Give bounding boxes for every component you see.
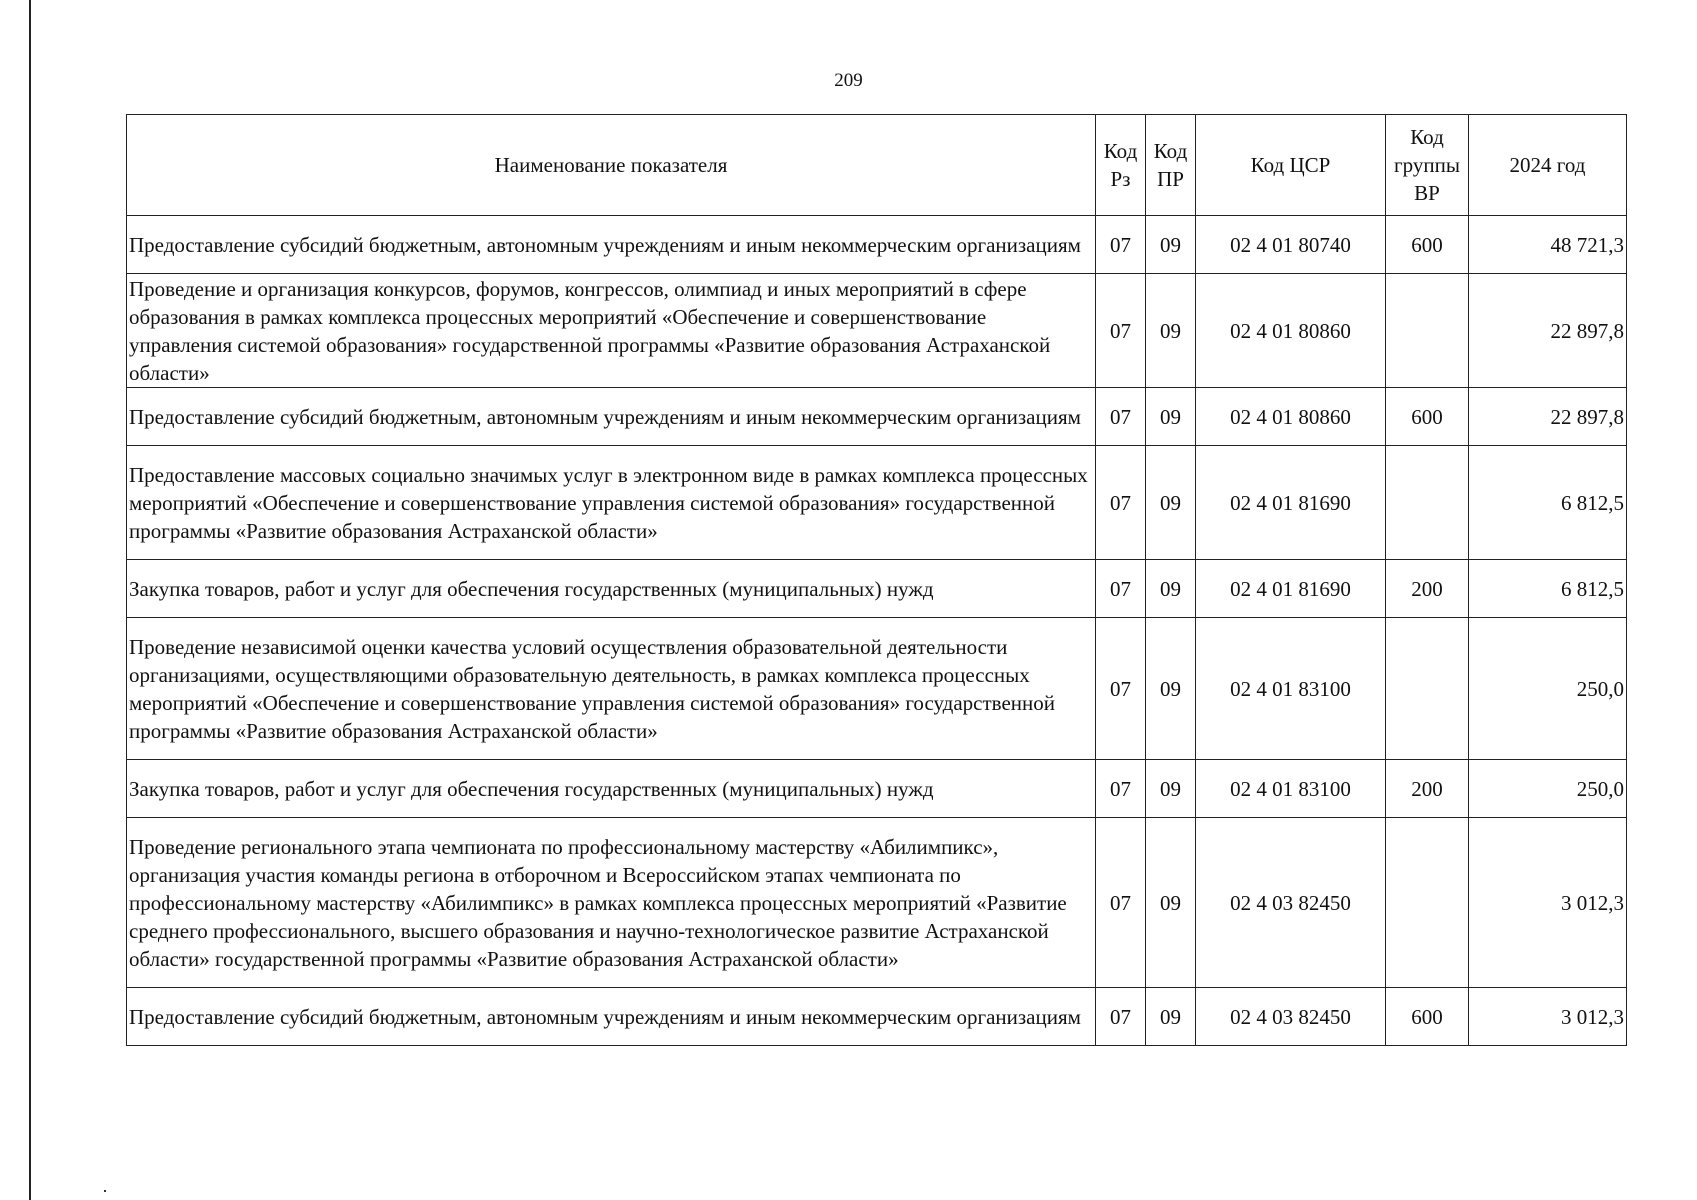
row-pr: 09 — [1146, 560, 1196, 618]
row-rz: 07 — [1096, 216, 1146, 274]
table-row — [127, 388, 1627, 446]
row-name: Предоставление субсидий бюджетным, автономным учреждениям и иным некоммерческим организациям — [127, 988, 1096, 1046]
row-csr: 02 4 03 82450 — [1196, 988, 1386, 1046]
table-row — [127, 216, 1627, 274]
row-rz: 07 — [1096, 274, 1146, 388]
row-vr — [1386, 618, 1469, 760]
row-csr: 02 4 01 81690 — [1196, 446, 1386, 560]
table-row — [127, 446, 1627, 560]
row-rz: 07 — [1096, 560, 1146, 618]
row-rz: 07 — [1096, 388, 1146, 446]
header-pr: Код ПР — [1146, 115, 1196, 216]
row-vr: 200 — [1386, 760, 1469, 818]
row-csr: 02 4 01 81690 — [1196, 560, 1386, 618]
row-name: Закупка товаров, работ и услуг для обеспечения государственных (муниципальных) нужд — [127, 560, 1096, 618]
table-row — [127, 560, 1627, 618]
row-amount: 22 897,8 — [1469, 388, 1627, 446]
row-rz: 07 — [1096, 988, 1146, 1046]
row-vr: 600 — [1386, 988, 1469, 1046]
row-rz: 07 — [1096, 618, 1146, 760]
row-csr: 02 4 03 82450 — [1196, 818, 1386, 988]
row-amount: 6 812,5 — [1469, 446, 1627, 560]
row-name: Предоставление субсидий бюджетным, автономным учреждениям и иным некоммерческим организациям — [127, 388, 1096, 446]
table-row — [127, 760, 1627, 818]
header-vr: Код группы ВР — [1386, 115, 1469, 216]
row-vr — [1386, 818, 1469, 988]
row-pr: 09 — [1146, 388, 1196, 446]
table-header — [127, 115, 1627, 216]
row-pr: 09 — [1146, 446, 1196, 560]
row-vr: 600 — [1386, 388, 1469, 446]
scan-speck — [104, 1190, 106, 1192]
header-csr: Код ЦСР — [1196, 115, 1386, 216]
row-vr: 200 — [1386, 560, 1469, 618]
row-amount: 6 812,5 — [1469, 560, 1627, 618]
row-amount: 3 012,3 — [1469, 818, 1627, 988]
row-vr — [1386, 446, 1469, 560]
row-rz: 07 — [1096, 446, 1146, 560]
row-csr: 02 4 01 80860 — [1196, 274, 1386, 388]
table-row — [127, 274, 1627, 388]
row-vr: 600 — [1386, 216, 1469, 274]
row-csr: 02 4 01 80740 — [1196, 216, 1386, 274]
row-name: Предоставление субсидий бюджетным, автономным учреждениям и иным некоммерческим организациям — [127, 216, 1096, 274]
row-rz: 07 — [1096, 818, 1146, 988]
page-number: 209 — [834, 70, 863, 91]
row-csr: 02 4 01 83100 — [1196, 760, 1386, 818]
row-csr: 02 4 01 83100 — [1196, 618, 1386, 760]
binding-margin-line — [29, 0, 31, 1200]
row-amount: 3 012,3 — [1469, 988, 1627, 1046]
row-rz: 07 — [1096, 760, 1146, 818]
row-name: Проведение и организация конкурсов, форумов, конгрессов, олимпиад и иных мероприятий в сфере образования в рамках комплекса процессных мероприятий «Обеспечение и совершенствование управления системой образования» государственной программы «Развитие образования Астраханской области» — [127, 274, 1096, 388]
budget-table — [126, 114, 1627, 1046]
row-name: Предоставление массовых социально значимых услуг в электронном виде в рамках комплекса процессных мероприятий «Обеспечение и совершенствование управления системой образования» государственной программы «Развитие образования Астраханской области» — [127, 446, 1096, 560]
row-pr: 09 — [1146, 216, 1196, 274]
header-rz: Код Рз — [1096, 115, 1146, 216]
row-pr: 09 — [1146, 760, 1196, 818]
row-pr: 09 — [1146, 274, 1196, 388]
table-row — [127, 818, 1627, 988]
row-name: Закупка товаров, работ и услуг для обеспечения государственных (муниципальных) нужд — [127, 760, 1096, 818]
header-name: Наименование показателя — [127, 115, 1096, 216]
row-amount: 250,0 — [1469, 760, 1627, 818]
row-pr: 09 — [1146, 618, 1196, 760]
row-amount: 250,0 — [1469, 618, 1627, 760]
row-amount: 48 721,3 — [1469, 216, 1627, 274]
header-year: 2024 год — [1469, 115, 1627, 216]
row-csr: 02 4 01 80860 — [1196, 388, 1386, 446]
header-row — [127, 115, 1627, 216]
row-amount: 22 897,8 — [1469, 274, 1627, 388]
table-body — [127, 216, 1627, 1046]
table-row — [127, 618, 1627, 760]
row-pr: 09 — [1146, 988, 1196, 1046]
row-name: Проведение независимой оценки качества условий осуществления образовательной деятельности организациями, осуществляющими образовательную деятельность, в рамках комплекса процессных мероприятий «Обеспечение и совершенствование управления системой образования» государственной программы «Развитие образования Астраханской области» — [127, 618, 1096, 760]
row-pr: 09 — [1146, 818, 1196, 988]
row-name: Проведение регионального этапа чемпионата по профессиональному мастерству «Абилимпикс», организация участия команды региона в отборочном и Всероссийском этапах чемпионата по профессиональному мастерству «Абилимпикс» в рамках комплекса процессных мероприятий «Развитие среднего профессионального, высшего образования и научно-технологическое развитие Астраханской области» государственной программы «Развитие образования Астраханской области» — [127, 818, 1096, 988]
table-row — [127, 988, 1627, 1046]
row-vr — [1386, 274, 1469, 388]
